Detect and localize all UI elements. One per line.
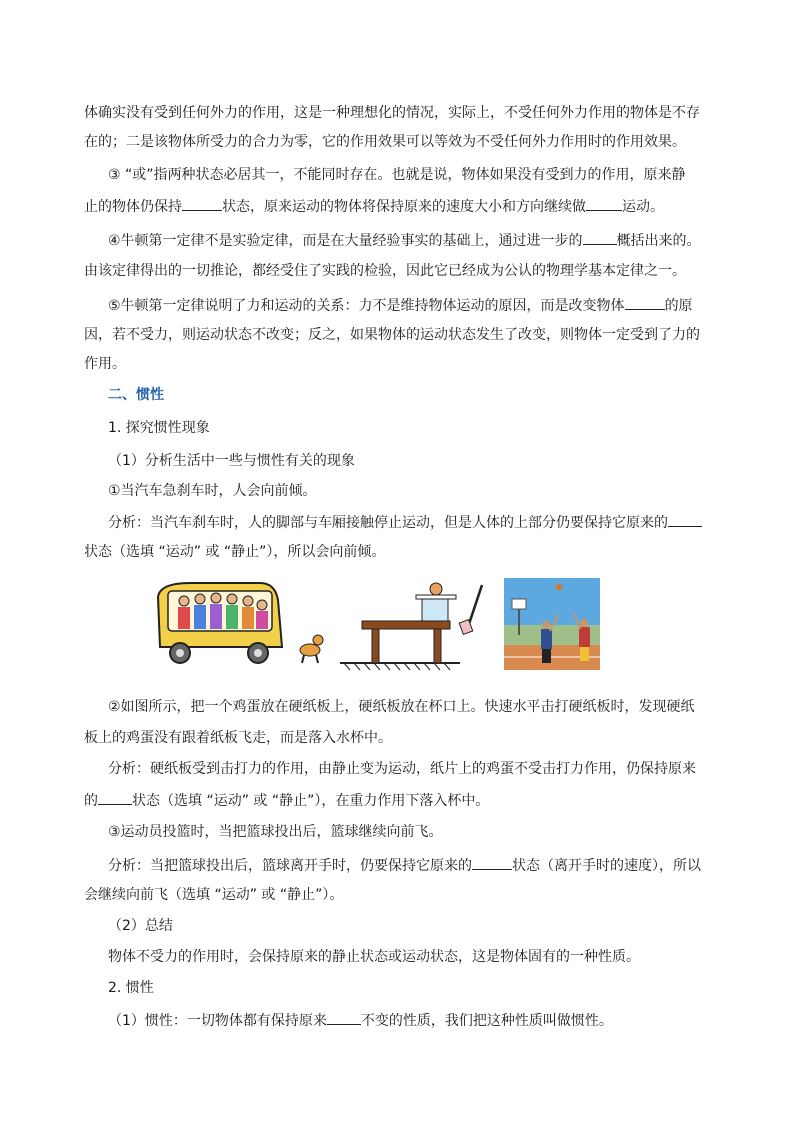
subsection-heading: （1）分析生活中一些与惯性有关的现象 [108,453,355,469]
fill-blank[interactable] [668,512,702,527]
text-span: 状态（选填 “运动” 或 “静止”），在重力作用下落入杯中。 [132,793,490,809]
text-span: （1）惯性：一切物体都有保持原来 [108,1013,327,1029]
text-line: 体确实没有受到任何外力的作用，这是一种理想化的情况，实际上，不受任何外力作用的物体是不存 [84,105,700,121]
text-span: 不变的性质，我们把这种性质叫做惯性。 [360,1013,613,1029]
fill-blank[interactable] [583,230,617,245]
text-line [108,1010,734,1031]
text-span: 状态，原来运动的物体将保持原来的速度大小和方向继续做 [222,199,586,215]
text-line: 状态（选填 “运动” 或 “静止”），所以会向前倾。 [84,544,386,560]
text-span: 的 [84,793,98,809]
fill-blank[interactable] [327,1010,361,1025]
figure-row [150,575,610,675]
fill-blank[interactable] [472,855,512,870]
text-line [84,196,710,217]
text-line: 板上的鸡蛋没有跟着纸板飞走，而是落入水杯中。 [84,730,392,746]
text-line [108,295,734,316]
text-span: 概括出来的。 [616,233,701,249]
text-line [108,855,734,876]
text-span: 的原 [664,298,693,314]
text-span: ⑤牛顿第一定律说明了力和运动的关系：力不是维持物体运动的原因，而是改变物体 [108,298,625,314]
text-line [84,790,710,811]
fill-blank[interactable] [98,790,132,805]
basketball-illustration [504,578,600,670]
figure-illustrations [150,575,610,675]
section-heading: 二、惯性 [108,387,164,403]
text-line: ③运动员投篮时，当把篮球投出后，篮球继续向前飞。 [108,824,443,840]
fill-blank[interactable] [625,295,665,310]
text-line: 物体不受力的作用时，会保持原来的静止状态或运动状态，这是物体固有的一种性质。 [108,949,640,965]
text-span: 止的物体仍保持 [84,199,182,215]
text-span: 分析：当汽车刹车时，人的脚部与车厢接触停止运动，但是人体的上部分仍要保持它原来的 [108,515,668,531]
text-line [108,230,734,251]
text-line: 作用。 [84,356,126,372]
fill-blank[interactable] [182,196,222,211]
subsection-heading: 1. 探究惯性现象 [108,420,210,436]
text-span: 状态（离开手时的速度），所以 [512,858,701,874]
subsection-heading: 2. 惯性 [108,980,154,996]
text-line: 会继续向前飞（选填 “运动” 或 “静止”）。 [84,887,344,903]
text-span: ④牛顿第一定律不是实验定律，而是在大量经验事实的基础上，通过进一步的 [108,233,583,249]
fill-blank[interactable] [586,196,622,211]
subsection-heading: （2）总结 [108,918,173,934]
text-line: ①当汽车急刹车时，人会向前倾。 [108,483,317,499]
text-line: ③ “或”指两种状态必居其一，不能同时存在。也就是说，物体如果没有受到力的作用，原来静 [108,167,686,183]
egg-cup-illustration [340,583,482,670]
text-line: ②如图所示，把一个鸡蛋放在硬纸板上，硬纸板放在杯口上。快速水平击打硬纸板时，发现硬纸 [108,699,695,715]
text-span: 分析：当把篮球投出后，篮球离开手时，仍要保持它原来的 [108,858,472,874]
text-line [108,512,734,533]
text-line: 由该定律得出的一切推论，都经受住了实践的检验，因此它已经成为公认的物理学基本定律之一。 [84,263,686,279]
text-line: 分析：硬纸板受到击打力的作用，由静止变为运动，纸片上的鸡蛋不受击打力作用，仍保持原来 [108,761,696,777]
text-line: 因，若不受力，则运动状态不改变；反之，如果物体的运动状态发生了改变，则物体一定受到了力的 [84,327,700,343]
text-span: 运动。 [622,199,664,215]
text-line: 在的；二是该物体所受力的合力为零，它的作用效果可以等效为不受任何外力作用时的作用效果。 [84,134,686,150]
bus-illustration [158,583,323,663]
